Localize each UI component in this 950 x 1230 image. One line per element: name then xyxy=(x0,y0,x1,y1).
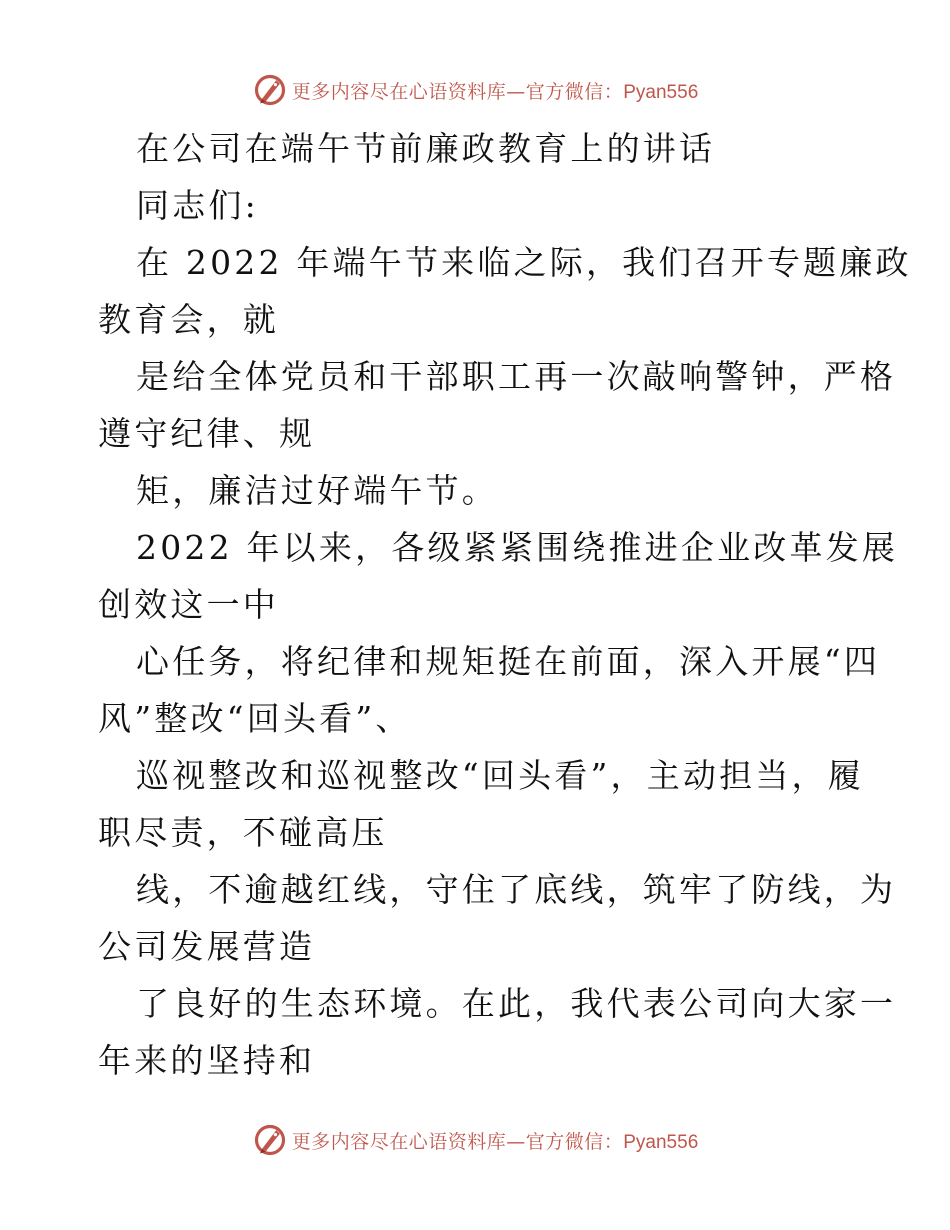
footer-banner xyxy=(0,1120,950,1160)
paragraph-line: 巡视整改和巡视整改“回头看”，主动担当，履 xyxy=(136,756,864,795)
paragraph-line: 在 2022 年端午节来临之际，我们召开专题廉政 xyxy=(136,243,912,282)
header-banner-account: Pyan556 xyxy=(623,81,699,103)
paragraph-line: 年来的坚持和 xyxy=(98,1041,316,1080)
footer-banner-text: 更多内容尽在心语资料库—官方微信：Pyan556 xyxy=(291,1130,699,1153)
document-title: 在公司在端午节前廉政教育上的讲话 xyxy=(136,129,716,168)
salutation: 同志们: xyxy=(136,186,259,225)
header-banner-text: 更多内容尽在心语资料库—官方微信：Pyan556 xyxy=(291,80,699,103)
paragraph-line: 是给全体党员和干部职工再一次敲响警钟，严格 xyxy=(136,357,897,396)
pen-nib-logo-icon xyxy=(252,72,288,108)
paragraph-line: 风”整改“回头看”、 xyxy=(98,699,412,738)
footer-banner-account: Pyan556 xyxy=(623,1131,699,1153)
paragraph-line: 心任务，将纪律和规矩挺在前面，深入开展“四 xyxy=(136,642,881,681)
paragraph-line: 2022 年以来，各级紧紧围绕推进企业改革发展 xyxy=(136,528,899,567)
paragraph-line: 线，不逾越红线，守住了底线，筑牢了防线，为 xyxy=(136,870,897,909)
paragraph-line: 了良好的生态环境。在此，我代表公司向大家一 xyxy=(136,984,897,1023)
header-banner xyxy=(0,70,950,110)
paragraph-line: 创效这一中 xyxy=(98,585,279,624)
paragraph-line: 职尽责，不碰高压 xyxy=(98,813,388,852)
paragraph-line: 教育会，就 xyxy=(98,300,279,339)
paragraph-line: 公司发展营造 xyxy=(98,927,316,966)
paragraph-line: 遵守纪律、规 xyxy=(98,414,316,453)
paragraph-line: 矩，廉洁过好端午节。 xyxy=(136,471,498,510)
pen-nib-logo-icon xyxy=(252,1122,288,1158)
